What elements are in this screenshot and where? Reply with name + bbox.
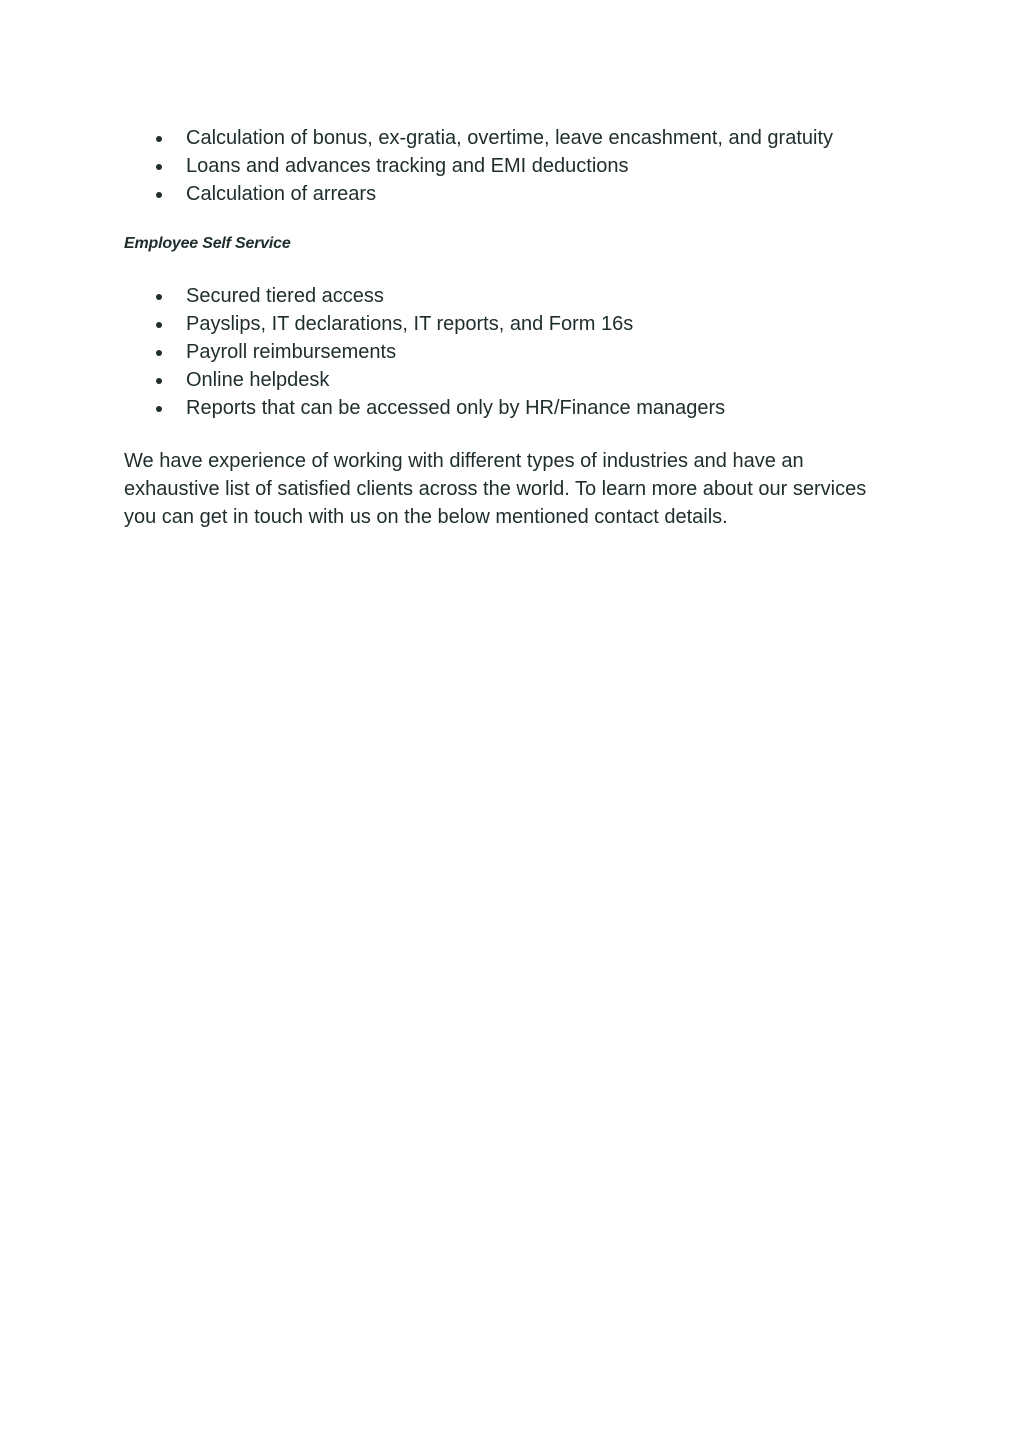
ess-heading: Employee Self Service: [124, 235, 291, 252]
list-item-text: Payslips, IT declarations, IT reports, and Form 16s: [186, 313, 634, 335]
bullet-icon: [156, 192, 162, 198]
payroll-features-list: [124, 124, 833, 208]
bullet-icon: [156, 164, 162, 170]
list-item-text: Reports that can be accessed only by HR/Finance managers: [186, 397, 726, 419]
list-item-text: Calculation of bonus, ex-gratia, overtime, leave encashment, and gratuity: [186, 127, 834, 149]
ess-features-list: [124, 282, 725, 422]
bullet-icon: [156, 350, 162, 356]
list-item-text: Payroll reimbursements: [186, 341, 397, 363]
bullet-icon: [156, 294, 162, 300]
list-item: [124, 180, 833, 208]
list-item: [124, 394, 725, 422]
list-item-text: Calculation of arrears: [186, 183, 377, 205]
list-item-text: Online helpdesk: [186, 369, 330, 391]
list-item-text: Secured tiered access: [186, 285, 384, 307]
list-item: [124, 124, 833, 152]
bullet-icon: [156, 136, 162, 142]
bullet-icon: [156, 322, 162, 328]
list-item: [124, 338, 725, 366]
list-item: [124, 282, 725, 310]
list-item: [124, 152, 833, 180]
list-item-text: Loans and advances tracking and EMI deductions: [186, 155, 629, 177]
closing-paragraph: We have experience of working with different types of industries and have an exhaustive list of satisfied clients across the world. To learn more about our services you can get in touch with us on the below mentioned contact details.: [124, 450, 867, 528]
list-item: [124, 366, 725, 394]
bullet-icon: [156, 406, 162, 412]
list-item: [124, 310, 725, 338]
bullet-icon: [156, 378, 162, 384]
